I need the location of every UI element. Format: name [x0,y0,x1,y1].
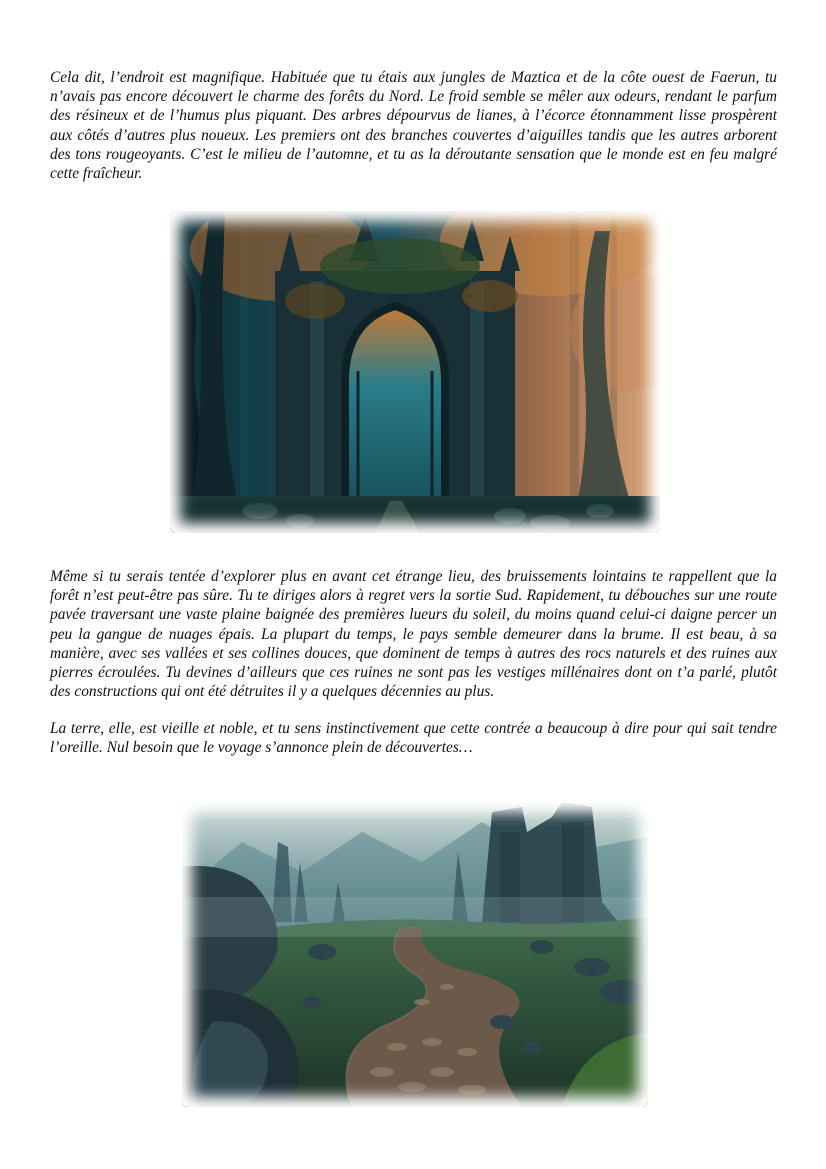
illustration-cobblestone-road-ruins [182,802,648,1107]
paragraph-journey-south: Même si tu serais tentée d’explorer plus en avant cet étrange lieu, des bruissements lointains te rappellent que la forêt n’est peut-être pas sûre. Tu te diriges alors à regret vers la sortie Sud. Rapidement, tu débouches sur une route pavée traversant une vaste plaine baignée des premières lueurs du soleil, du moins quand celui-ci daigne percer un peu la gangue de nuages épais. La plupart du temps, le pays semble demeurer dans la brume. Il est beau, à sa manière, avec ses vallées et ses collines douces, que dominent de temps à autres des rocs naturels et des ruines aux pierres écroulées. Tu devines d’ailleurs que ces ruines ne sont pas les vestiges millénaires dont on t’a parlé, plutôt des constructions qui ont été détruites il y a quelques décennies au plus. [50,568,777,701]
paragraph-forest-description: Cela dit, l’endroit est magnifique. Habituée que tu étais aux jungles de Maztica et de la côte ouest de Faerun, tu n’avais pas encore découvert le charme des forêts du Nord. Le froid semble se mêler aux odeurs, rendant le parfum des résineux et de l’humus plus piquant. Des arbres dépourvus de lianes, à l’écorce étonnamment lisse prospèrent aux côtés d’autres plus noueux. Les premiers ont des branches couvertes d’aiguilles tandis que les autres arborent des tons rougeoyants. C’est le milieu de l’automne, et tu as la déroutante sensation que le monde est en feu malgré cette fraîcheur. [50,69,777,183]
illustration-gothic-gate-forest [170,211,660,533]
paragraph-ancient-land: La terre, elle, est vieille et noble, et tu sens instinctivement que cette contrée a beaucoup à dire pour qui sait tendre l’oreille. Nul besoin que le voyage s’annonce plein de découvertes… [50,720,777,757]
